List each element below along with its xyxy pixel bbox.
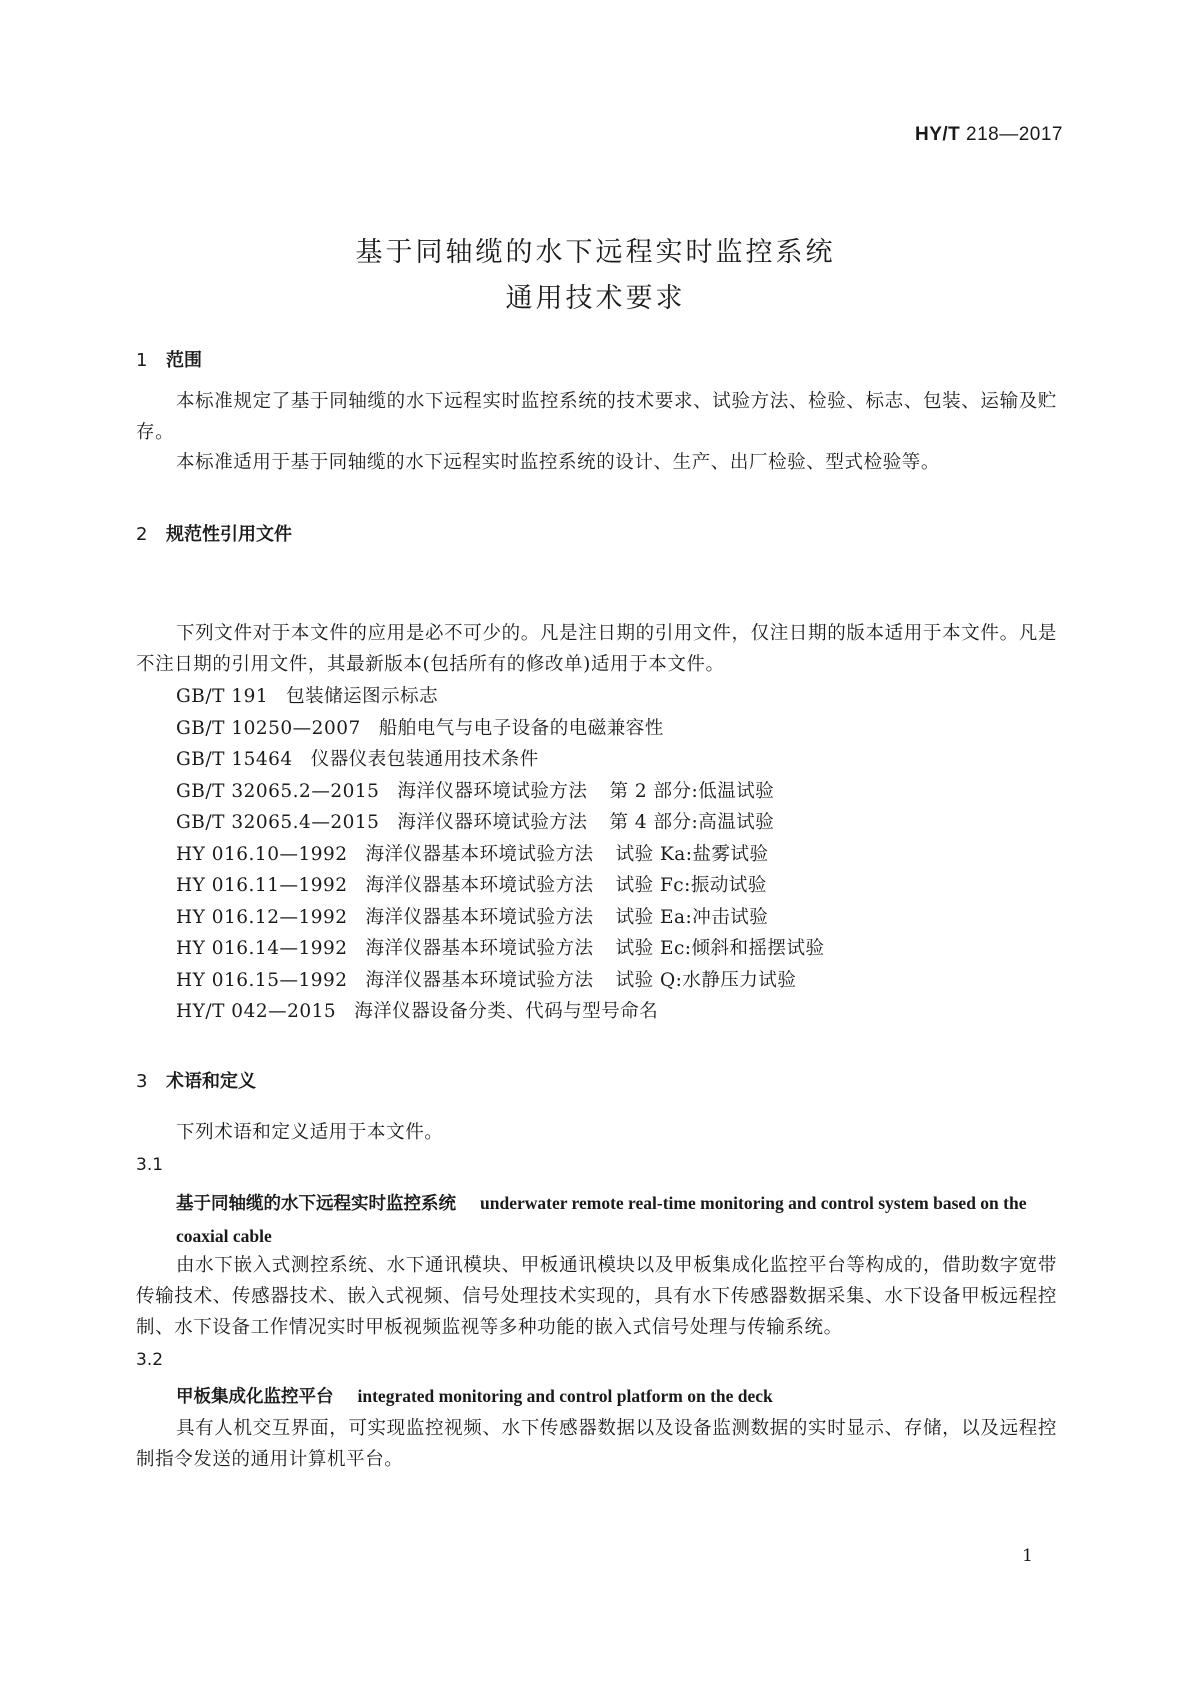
reference-item bbox=[176, 681, 1057, 713]
section-3-title: 术语和定义 bbox=[166, 1071, 256, 1092]
reference-title: 海洋仪器基本环境试验方法 bbox=[365, 906, 594, 928]
reference-title: 海洋仪器环境试验方法 bbox=[397, 812, 588, 833]
reference-title: 海洋仪器基本环境试验方法 bbox=[365, 938, 594, 959]
section-3-heading bbox=[136, 1067, 256, 1093]
term-3-1-name bbox=[136, 1187, 1057, 1253]
reference-item bbox=[176, 776, 1057, 808]
section-1-paragraph-2: 本标准适用于基于同轴缆的水下远程实时监控系统的设计、生产、出厂检验、型式检验等。 bbox=[176, 452, 941, 473]
reference-item bbox=[176, 744, 1057, 776]
section-2-title: 规范性引用文件 bbox=[166, 524, 292, 545]
term-3-2-definition: 具有人机交互界面，可实现监控视频、水下传感器数据以及设备监测数据的实时显示、存储，以及远程控制指令发送的通用计算机平台。 bbox=[136, 1418, 1057, 1470]
reference-item bbox=[176, 996, 1057, 1028]
reference-part: 试验 Ec:倾斜和摇摆试验 bbox=[615, 938, 825, 959]
term-3-2-name bbox=[136, 1380, 1057, 1413]
reference-title: 包装储运图示标志 bbox=[286, 686, 439, 707]
term-3-2-name-cn: 甲板集成化监控平台 bbox=[176, 1387, 334, 1407]
reference-code: GB/T 191 bbox=[176, 686, 269, 707]
document-title-line1: 基于同轴缆的水下远程实时监控系统 bbox=[355, 237, 836, 268]
reference-item bbox=[176, 933, 1057, 965]
reference-code: HY 016.15—1992 bbox=[176, 969, 348, 991]
section-1-title: 范围 bbox=[166, 350, 202, 371]
reference-code: HY 016.11—1992 bbox=[176, 875, 348, 896]
reference-title: 海洋仪器设备分类、代码与型号命名 bbox=[354, 1001, 659, 1022]
reference-code: GB/T 10250—2007 bbox=[176, 717, 361, 739]
term-3-1-definition: 由水下嵌入式测控系统、水下通讯模块、甲板通讯模块以及甲板集成化监控平台等构成的，借助数字宽带传输技术、传感器技术、嵌入式视频、信号处理技术实现的，具有水下传感器数据采集、水下设备甲板远程控制、水下设备工作情况实时甲板视频监视等多种功能的嵌入式信号处理与传输系统。 bbox=[136, 1255, 1057, 1338]
reference-code: GB/T 32065.4—2015 bbox=[176, 812, 380, 833]
section-1-number: 1 bbox=[136, 350, 148, 371]
term-3-1-number: 3.1 bbox=[136, 1155, 164, 1175]
reference-title: 海洋仪器基本环境试验方法 bbox=[365, 875, 594, 896]
term-3-2-number: 3.2 bbox=[136, 1350, 164, 1370]
section-2-number: 2 bbox=[136, 524, 148, 545]
section-2-intro: 下列文件对于本文件的应用是必不可少的。凡是注日期的引用文件，仅注日期的版本适用于本文件。凡是不注日期的引用文件，其最新版本(包括所有的修改单)适用于本文件。 bbox=[136, 623, 1057, 675]
reference-part: 试验 Ka:盐雾试验 bbox=[615, 843, 769, 865]
section-1-heading bbox=[136, 346, 202, 372]
reference-title: 海洋仪器基本环境试验方法 bbox=[365, 843, 594, 865]
reference-part: 试验 Ea:冲击试验 bbox=[615, 906, 769, 928]
normative-references-list bbox=[176, 681, 1057, 1028]
document-code-prefix: HY/T bbox=[914, 124, 961, 145]
reference-part: 第 2 部分:低温试验 bbox=[609, 780, 775, 802]
term-3-1-name-en: underwater remote real-time monitoring and control system based on the coaxial cable bbox=[176, 1193, 1027, 1246]
reference-part: 第 4 部分:高温试验 bbox=[609, 812, 775, 833]
reference-code: GB/T 15464 bbox=[176, 749, 293, 770]
reference-title: 仪器仪表包装通用技术条件 bbox=[310, 749, 539, 770]
term-3-2-name-en: integrated monitoring and control platform on the deck bbox=[357, 1386, 773, 1406]
reference-item bbox=[176, 870, 1057, 902]
reference-code: GB/T 32065.2—2015 bbox=[176, 780, 380, 802]
section-2-heading bbox=[136, 520, 292, 546]
reference-code: HY 016.14—1992 bbox=[176, 938, 348, 959]
reference-code: HY 016.10—1992 bbox=[176, 843, 348, 865]
section-3-number: 3 bbox=[136, 1071, 148, 1092]
section-1-paragraph-1: 本标准规定了基于同轴缆的水下远程实时监控系统的技术要求、试验方法、检验、标志、包装、运输及贮存。 bbox=[136, 391, 1057, 443]
reference-code: HY/T 042—2015 bbox=[176, 1001, 337, 1022]
reference-item bbox=[176, 839, 1057, 871]
reference-part: 试验 Q:水静压力试验 bbox=[615, 969, 797, 991]
reference-title: 船舶电气与电子设备的电磁兼容性 bbox=[378, 717, 664, 739]
document-title-line2: 通用技术要求 bbox=[505, 283, 686, 314]
reference-item bbox=[176, 713, 1057, 745]
term-3-1-name-cn: 基于同轴缆的水下远程实时监控系统 bbox=[176, 1194, 456, 1214]
reference-title: 海洋仪器基本环境试验方法 bbox=[365, 969, 594, 991]
reference-item bbox=[176, 902, 1057, 934]
reference-item bbox=[176, 965, 1057, 997]
document-code-number: 218—2017 bbox=[966, 124, 1063, 145]
page-number: 1 bbox=[1022, 1546, 1033, 1566]
reference-code: HY 016.12—1992 bbox=[176, 906, 348, 928]
document-code bbox=[915, 124, 1063, 146]
reference-part: 试验 Fc:振动试验 bbox=[615, 875, 767, 896]
reference-item bbox=[176, 807, 1057, 839]
reference-title: 海洋仪器环境试验方法 bbox=[397, 780, 588, 802]
section-3-intro: 下列术语和定义适用于本文件。 bbox=[176, 1122, 444, 1143]
